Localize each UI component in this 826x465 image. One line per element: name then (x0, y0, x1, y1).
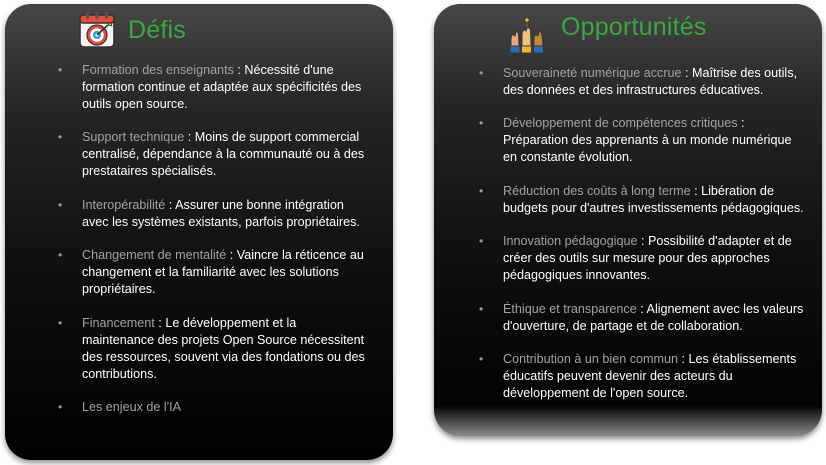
item-separator: : (690, 183, 702, 198)
bullet-icon: • (479, 66, 484, 80)
item-description: Les établissements éducatifs peuvent devenir des acteurs du développement de l'open source. (503, 351, 797, 400)
item-description: Le développement et la maintenance des projets Open Source nécessitent des ressources, souvent via des fondations ou des contributions. (82, 315, 365, 381)
bullet-icon: • (479, 351, 484, 366)
bullet-icon: • (479, 116, 484, 131)
item-separator: : (154, 315, 166, 330)
item-term: Innovation pédagogique (503, 234, 638, 249)
list-item (5, 197, 393, 231)
item-description: Possibilité d'adapter et de créer des outils sur mesure pour des approches pédagogiques innovantes. (503, 234, 792, 283)
item-term: Changement de mentalité (82, 248, 227, 263)
item-term: Réduction des coûts à long terme (503, 183, 691, 198)
item-description: Nécessité d'une formation continue et adaptée aux spécificités des outils open source. (82, 63, 362, 111)
item-term: Développement de compétences critiques (503, 116, 738, 131)
item-term: Éthique et transparence (503, 301, 637, 316)
bullet-icon: • (479, 234, 484, 249)
list-item (5, 129, 393, 180)
item-term: Financement (82, 315, 155, 330)
item-separator: : (226, 248, 237, 263)
bullet-icon: • (479, 183, 484, 198)
bullet-icon: • (58, 130, 63, 145)
item-separator: : (165, 197, 176, 212)
opportunities-title: Opportunités (561, 13, 707, 41)
item-term: Souveraineté numérique accrue (503, 66, 682, 80)
bullet-icon: • (58, 63, 63, 77)
opportunities-list (434, 65, 822, 418)
opportunities-card (434, 4, 822, 436)
item-separator: : (233, 63, 245, 77)
item-term: Contribution à un bien commun (503, 351, 679, 366)
list-item (434, 351, 822, 402)
item-term: Les enjeux de l'IA (82, 399, 182, 414)
item-separator: : (678, 351, 689, 366)
list-item (5, 315, 393, 383)
item-description: Alignement avec les valeurs d'ouverture, de partage et de collaboration. (503, 301, 804, 333)
list-item (5, 62, 393, 113)
bullet-icon: • (58, 399, 63, 414)
bullet-icon: • (58, 197, 63, 212)
item-description: Vaincre la réticence au changement et la familiarité avec les solutions propriétaires. (82, 248, 364, 297)
list-item (434, 301, 822, 335)
item-description: Moins de support commercial centralisé, dépendance à la communauté ou à des prestataires spécialisés. (82, 130, 365, 179)
challenges-title: Défis (128, 16, 186, 44)
item-separator: : (637, 234, 648, 249)
list-item (5, 399, 393, 416)
item-separator: : (681, 66, 693, 80)
bullet-icon: • (479, 301, 484, 316)
item-description: Assurer une bonne intégration avec les systèmes existants, parfois propriétaires. (82, 197, 360, 229)
item-description: Maîtrise des outils, des données et des infrastructures éducatives. (503, 66, 798, 97)
challenges-list (5, 62, 393, 432)
list-item (434, 65, 822, 99)
bullet-icon: • (58, 248, 63, 263)
list-item (434, 115, 822, 166)
item-term: Interopérabilité (82, 197, 166, 212)
item-description: Libération de budgets pour d'autres investissements pédagogiques. (503, 183, 804, 215)
item-separator: : (737, 116, 745, 131)
target-calendar-icon (78, 11, 116, 49)
list-item (434, 233, 822, 284)
challenges-card (5, 4, 393, 460)
raised-hands-trophy-icon (507, 16, 547, 54)
item-separator: : (636, 301, 647, 316)
list-item (5, 247, 393, 298)
item-term: Support technique (82, 130, 185, 145)
item-separator: : (184, 130, 195, 145)
item-description: Préparation des apprenants à un monde numérique en constante évolution. (503, 133, 792, 165)
list-item (434, 183, 822, 217)
bullet-icon: • (58, 315, 63, 330)
item-term: Formation des enseignants (82, 63, 234, 77)
